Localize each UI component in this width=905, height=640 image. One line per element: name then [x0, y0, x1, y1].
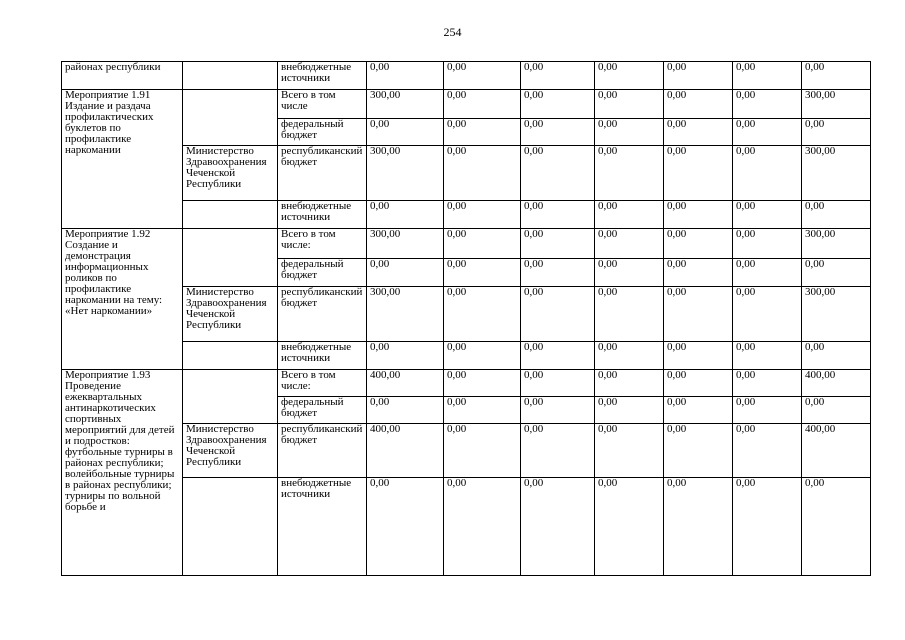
table-row [62, 478, 871, 576]
value-cell: 0,00 [521, 478, 595, 576]
value-cell: 400,00 [802, 370, 871, 397]
source-cell: республиканский бюджет [278, 287, 367, 342]
table-row [62, 62, 871, 90]
executor-cell [183, 478, 278, 576]
value-cell: 0,00 [733, 146, 802, 201]
source-cell: внебюджетные источники [278, 342, 367, 370]
page-number: 254 [443, 25, 462, 39]
value-cell: 0,00 [733, 229, 802, 259]
value-cell: 0,00 [802, 342, 871, 370]
value-cell: 0,00 [521, 119, 595, 146]
value-cell: 0,00 [595, 397, 664, 424]
source-cell: федеральный бюджет [278, 397, 367, 424]
value-cell: 0,00 [664, 119, 733, 146]
value-cell: 300,00 [802, 146, 871, 201]
value-cell: 300,00 [367, 229, 444, 259]
value-cell: 300,00 [802, 229, 871, 259]
table-row [62, 229, 871, 259]
value-cell: 0,00 [802, 397, 871, 424]
value-cell: 0,00 [444, 424, 521, 478]
source-cell: внебюджетные источники [278, 62, 367, 90]
value-cell: 0,00 [595, 146, 664, 201]
value-cell: 0,00 [521, 370, 595, 397]
value-cell: 0,00 [595, 478, 664, 576]
value-cell: 0,00 [521, 424, 595, 478]
value-cell: 0,00 [664, 90, 733, 119]
table-row [62, 201, 871, 229]
value-cell: 0,00 [733, 201, 802, 229]
executor-cell [183, 229, 278, 287]
value-cell: 0,00 [802, 119, 871, 146]
value-cell: 0,00 [802, 259, 871, 287]
value-cell: 0,00 [521, 146, 595, 201]
table-row [62, 287, 871, 342]
value-cell: 0,00 [733, 259, 802, 287]
value-cell: 0,00 [367, 119, 444, 146]
value-cell: 0,00 [521, 90, 595, 119]
event-cell: Мероприятие 1.93 Проведение ежеквартальных антинаркотических спортивных мероприятий для детей и подростков: футбольные турниры в районах республики; волейбольные турниры в районах республики; турниры по вольной борьбе и [62, 370, 183, 576]
value-cell: 0,00 [664, 146, 733, 201]
value-cell: 300,00 [367, 146, 444, 201]
value-cell: 0,00 [521, 62, 595, 90]
value-cell: 0,00 [595, 424, 664, 478]
value-cell: 0,00 [664, 62, 733, 90]
event-cell: Мероприятие 1.91 Издание и раздача профилактических буклетов по профилактике наркомании [62, 90, 183, 229]
table-row [62, 424, 871, 478]
event-cell: Мероприятие 1.92 Создание и демонстрация информационных роликов по профилактике наркомании на тему: «Нет наркомании» [62, 229, 183, 370]
executor-cell: Министерство Здравоохранения Чеченской Республики [183, 287, 278, 342]
table-row [62, 342, 871, 370]
value-cell: 0,00 [521, 201, 595, 229]
value-cell: 300,00 [367, 287, 444, 342]
value-cell: 0,00 [595, 62, 664, 90]
value-cell: 0,00 [444, 201, 521, 229]
executor-cell [183, 62, 278, 90]
value-cell: 0,00 [802, 62, 871, 90]
table-row [62, 146, 871, 201]
value-cell: 0,00 [367, 397, 444, 424]
value-cell: 0,00 [664, 370, 733, 397]
value-cell: 0,00 [521, 259, 595, 287]
value-cell: 0,00 [521, 287, 595, 342]
source-cell: федеральный бюджет [278, 119, 367, 146]
value-cell: 0,00 [733, 90, 802, 119]
value-cell: 400,00 [802, 424, 871, 478]
value-cell: 0,00 [595, 370, 664, 397]
value-cell: 0,00 [444, 287, 521, 342]
value-cell: 0,00 [367, 62, 444, 90]
value-cell: 0,00 [664, 287, 733, 342]
source-cell: внебюджетные источники [278, 201, 367, 229]
source-cell: республиканский бюджет [278, 146, 367, 201]
value-cell: 0,00 [802, 478, 871, 576]
value-cell: 0,00 [444, 146, 521, 201]
executor-cell: Министерство Здравоохранения Чеченской Республики [183, 424, 278, 478]
value-cell: 0,00 [444, 259, 521, 287]
value-cell: 0,00 [444, 119, 521, 146]
table-row [62, 90, 871, 119]
value-cell: 400,00 [367, 424, 444, 478]
value-cell: 0,00 [802, 201, 871, 229]
value-cell: 0,00 [444, 370, 521, 397]
source-cell: Всего в том числе [278, 90, 367, 119]
value-cell: 0,00 [444, 229, 521, 259]
value-cell: 0,00 [664, 397, 733, 424]
value-cell: 0,00 [733, 478, 802, 576]
value-cell: 0,00 [367, 259, 444, 287]
executor-cell: Министерство Здравоохранения Чеченской Республики [183, 146, 278, 201]
value-cell: 0,00 [521, 342, 595, 370]
value-cell: 0,00 [664, 259, 733, 287]
value-cell: 0,00 [595, 342, 664, 370]
value-cell: 0,00 [664, 478, 733, 576]
source-cell: республиканский бюджет [278, 424, 367, 478]
value-cell: 0,00 [664, 424, 733, 478]
value-cell: 0,00 [733, 370, 802, 397]
value-cell: 300,00 [802, 90, 871, 119]
value-cell: 0,00 [367, 478, 444, 576]
value-cell: 0,00 [733, 287, 802, 342]
executor-cell [183, 90, 278, 146]
budget-table [61, 61, 871, 576]
value-cell: 0,00 [733, 119, 802, 146]
value-cell: 0,00 [444, 90, 521, 119]
value-cell: 0,00 [444, 62, 521, 90]
value-cell: 0,00 [733, 424, 802, 478]
value-cell: 0,00 [664, 201, 733, 229]
executor-cell [183, 201, 278, 229]
value-cell: 0,00 [733, 62, 802, 90]
value-cell: 0,00 [521, 229, 595, 259]
value-cell: 0,00 [367, 201, 444, 229]
event-cell: районах республики [62, 62, 183, 90]
value-cell: 0,00 [733, 397, 802, 424]
value-cell: 0,00 [595, 229, 664, 259]
table-row [62, 370, 871, 397]
executor-cell [183, 370, 278, 424]
value-cell: 0,00 [444, 342, 521, 370]
value-cell: 0,00 [664, 229, 733, 259]
value-cell: 0,00 [595, 90, 664, 119]
source-cell: внебюджетные источники [278, 478, 367, 576]
value-cell: 0,00 [733, 342, 802, 370]
value-cell: 0,00 [367, 342, 444, 370]
source-cell: Всего в том числе: [278, 229, 367, 259]
source-cell: Всего в том числе: [278, 370, 367, 397]
value-cell: 300,00 [802, 287, 871, 342]
value-cell: 0,00 [595, 119, 664, 146]
value-cell: 400,00 [367, 370, 444, 397]
value-cell: 0,00 [664, 342, 733, 370]
value-cell: 0,00 [595, 201, 664, 229]
value-cell: 0,00 [521, 397, 595, 424]
value-cell: 0,00 [595, 287, 664, 342]
value-cell: 300,00 [367, 90, 444, 119]
value-cell: 0,00 [444, 397, 521, 424]
value-cell: 0,00 [595, 259, 664, 287]
executor-cell [183, 342, 278, 370]
source-cell: федеральный бюджет [278, 259, 367, 287]
value-cell: 0,00 [444, 478, 521, 576]
